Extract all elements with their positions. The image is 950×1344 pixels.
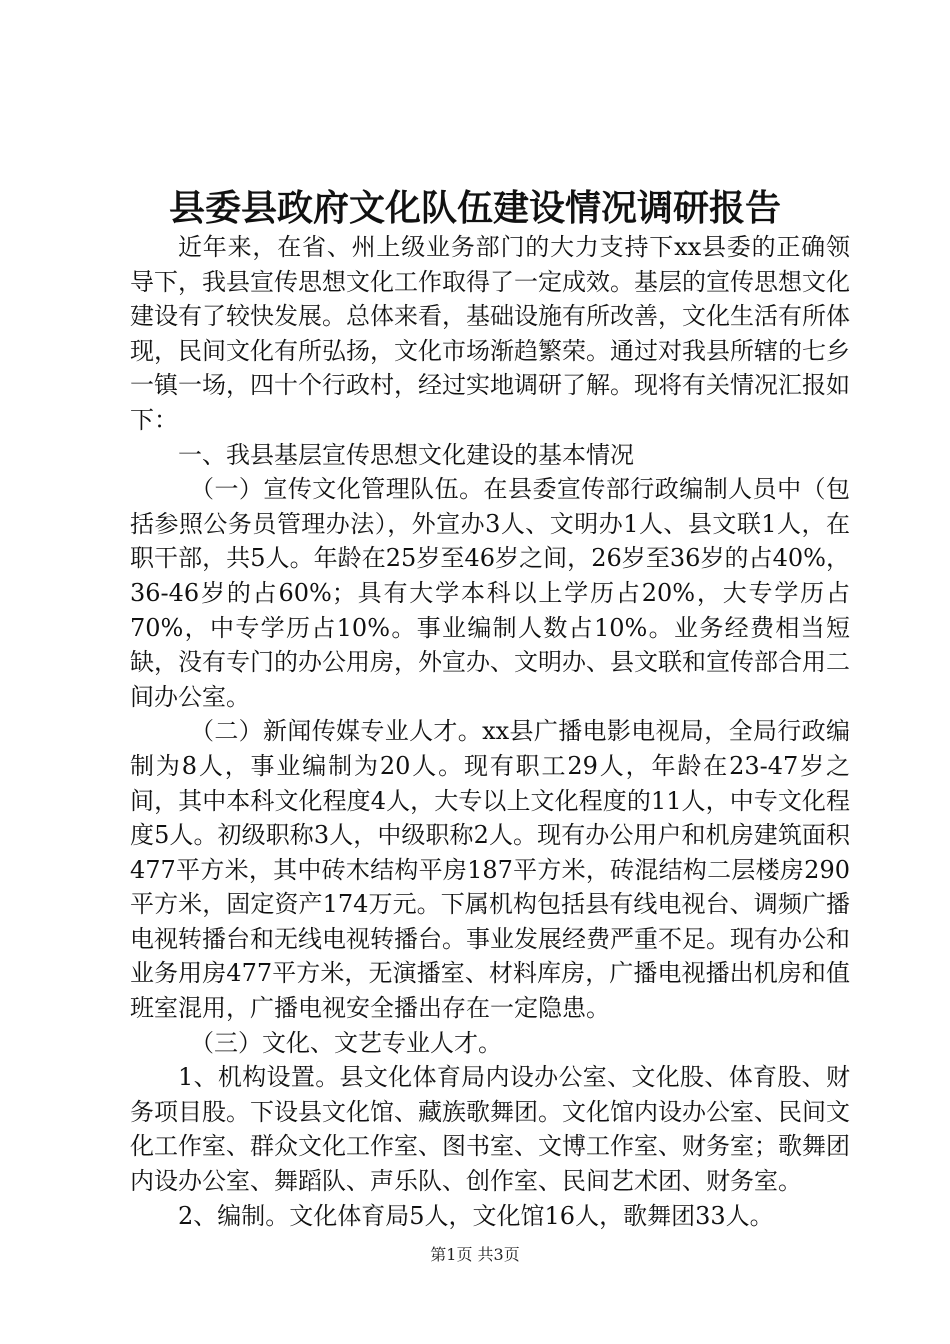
- section-heading-1: 一、我县基层宣传思想文化建设的基本情况: [178, 440, 634, 469]
- page-total: 共3页: [477, 1245, 520, 1264]
- paragraph-subsection-2: （二）新闻传媒专业人才。xx县广播电影电视局，全局行政编制为8人，事业编制为20人。现有职工29人，年龄在23-47岁之间，其中本科文化程度4人，大专以上文化程度的11人，中专文化程度5人。初级职称3人，中级职称2人。现有办公用户和机房建筑面积477平方米，其中砖木结构平房187平方米，砖混结构二层楼房290平方米，固定资产174万元。下属机构包括县有线电视台、调频广播电视转播台和无线电视转播台。事业发展经费严重不足。现有办公和业务用房477平方米，无演播室、材料库房，广播电视播出机房和值班室混用，广播电视安全播出存在一定隐患。: [130, 717, 850, 1023]
- paragraph-item-2: 2、编制。文化体育局5人，文化馆16人，歌舞团33人。: [178, 1201, 774, 1230]
- paragraph-intro: 近年来，在省、州上级业务部门的大力支持下xx县委的正确领导下，我县宣传思想文化工作取得了一定成效。基层的宣传思想文化建设有了较快发展。总体来看，基础设施有所改善，文化生活有所体现，民间文化有所弘扬，文化市场渐趋繁荣。通过对我县所辖的七乡一镇一场，四十个行政村，经过实地调研了解。现将有关情况汇报如下：: [130, 233, 850, 434]
- subsection-heading-3: （三）文化、文艺专业人才。: [190, 1028, 502, 1057]
- document-title: 县委县政府文化队伍建设情况调研报告: [168, 187, 781, 229]
- page-footer: [0, 1244, 950, 1266]
- document-body: [130, 230, 850, 1233]
- paragraph-subsection-1: （一）宣传文化管理队伍。在县委宣传部行政编制人员中（包括参照公务员管理办法），外宣办3人、文明办1人、县文联1人，在职干部，共5人。年龄在25岁至46岁之间，26岁至36岁的占40%，36-46岁的占60%；具有大学本科以上学历占20%，大专学历占70%，中专学历占10%。事业编制人数占10%。业务经费相当短缺，没有专门的办公用房，外宣办、文明办、县文联和宣传部合用二间办公室。: [130, 475, 850, 711]
- paragraph-item-1: 1、机构设置。县文化体育局内设办公室、文化股、体育股、财务项目股。下设县文化馆、藏族歌舞团。文化馆内设办公室、民间文化工作室、群众文化工作室、图书室、文博工作室、财务室；歌舞团内设办公室、舞蹈队、声乐队、创作室、民间艺术团、财务室。: [130, 1063, 850, 1196]
- page-number: 第1页: [430, 1245, 473, 1264]
